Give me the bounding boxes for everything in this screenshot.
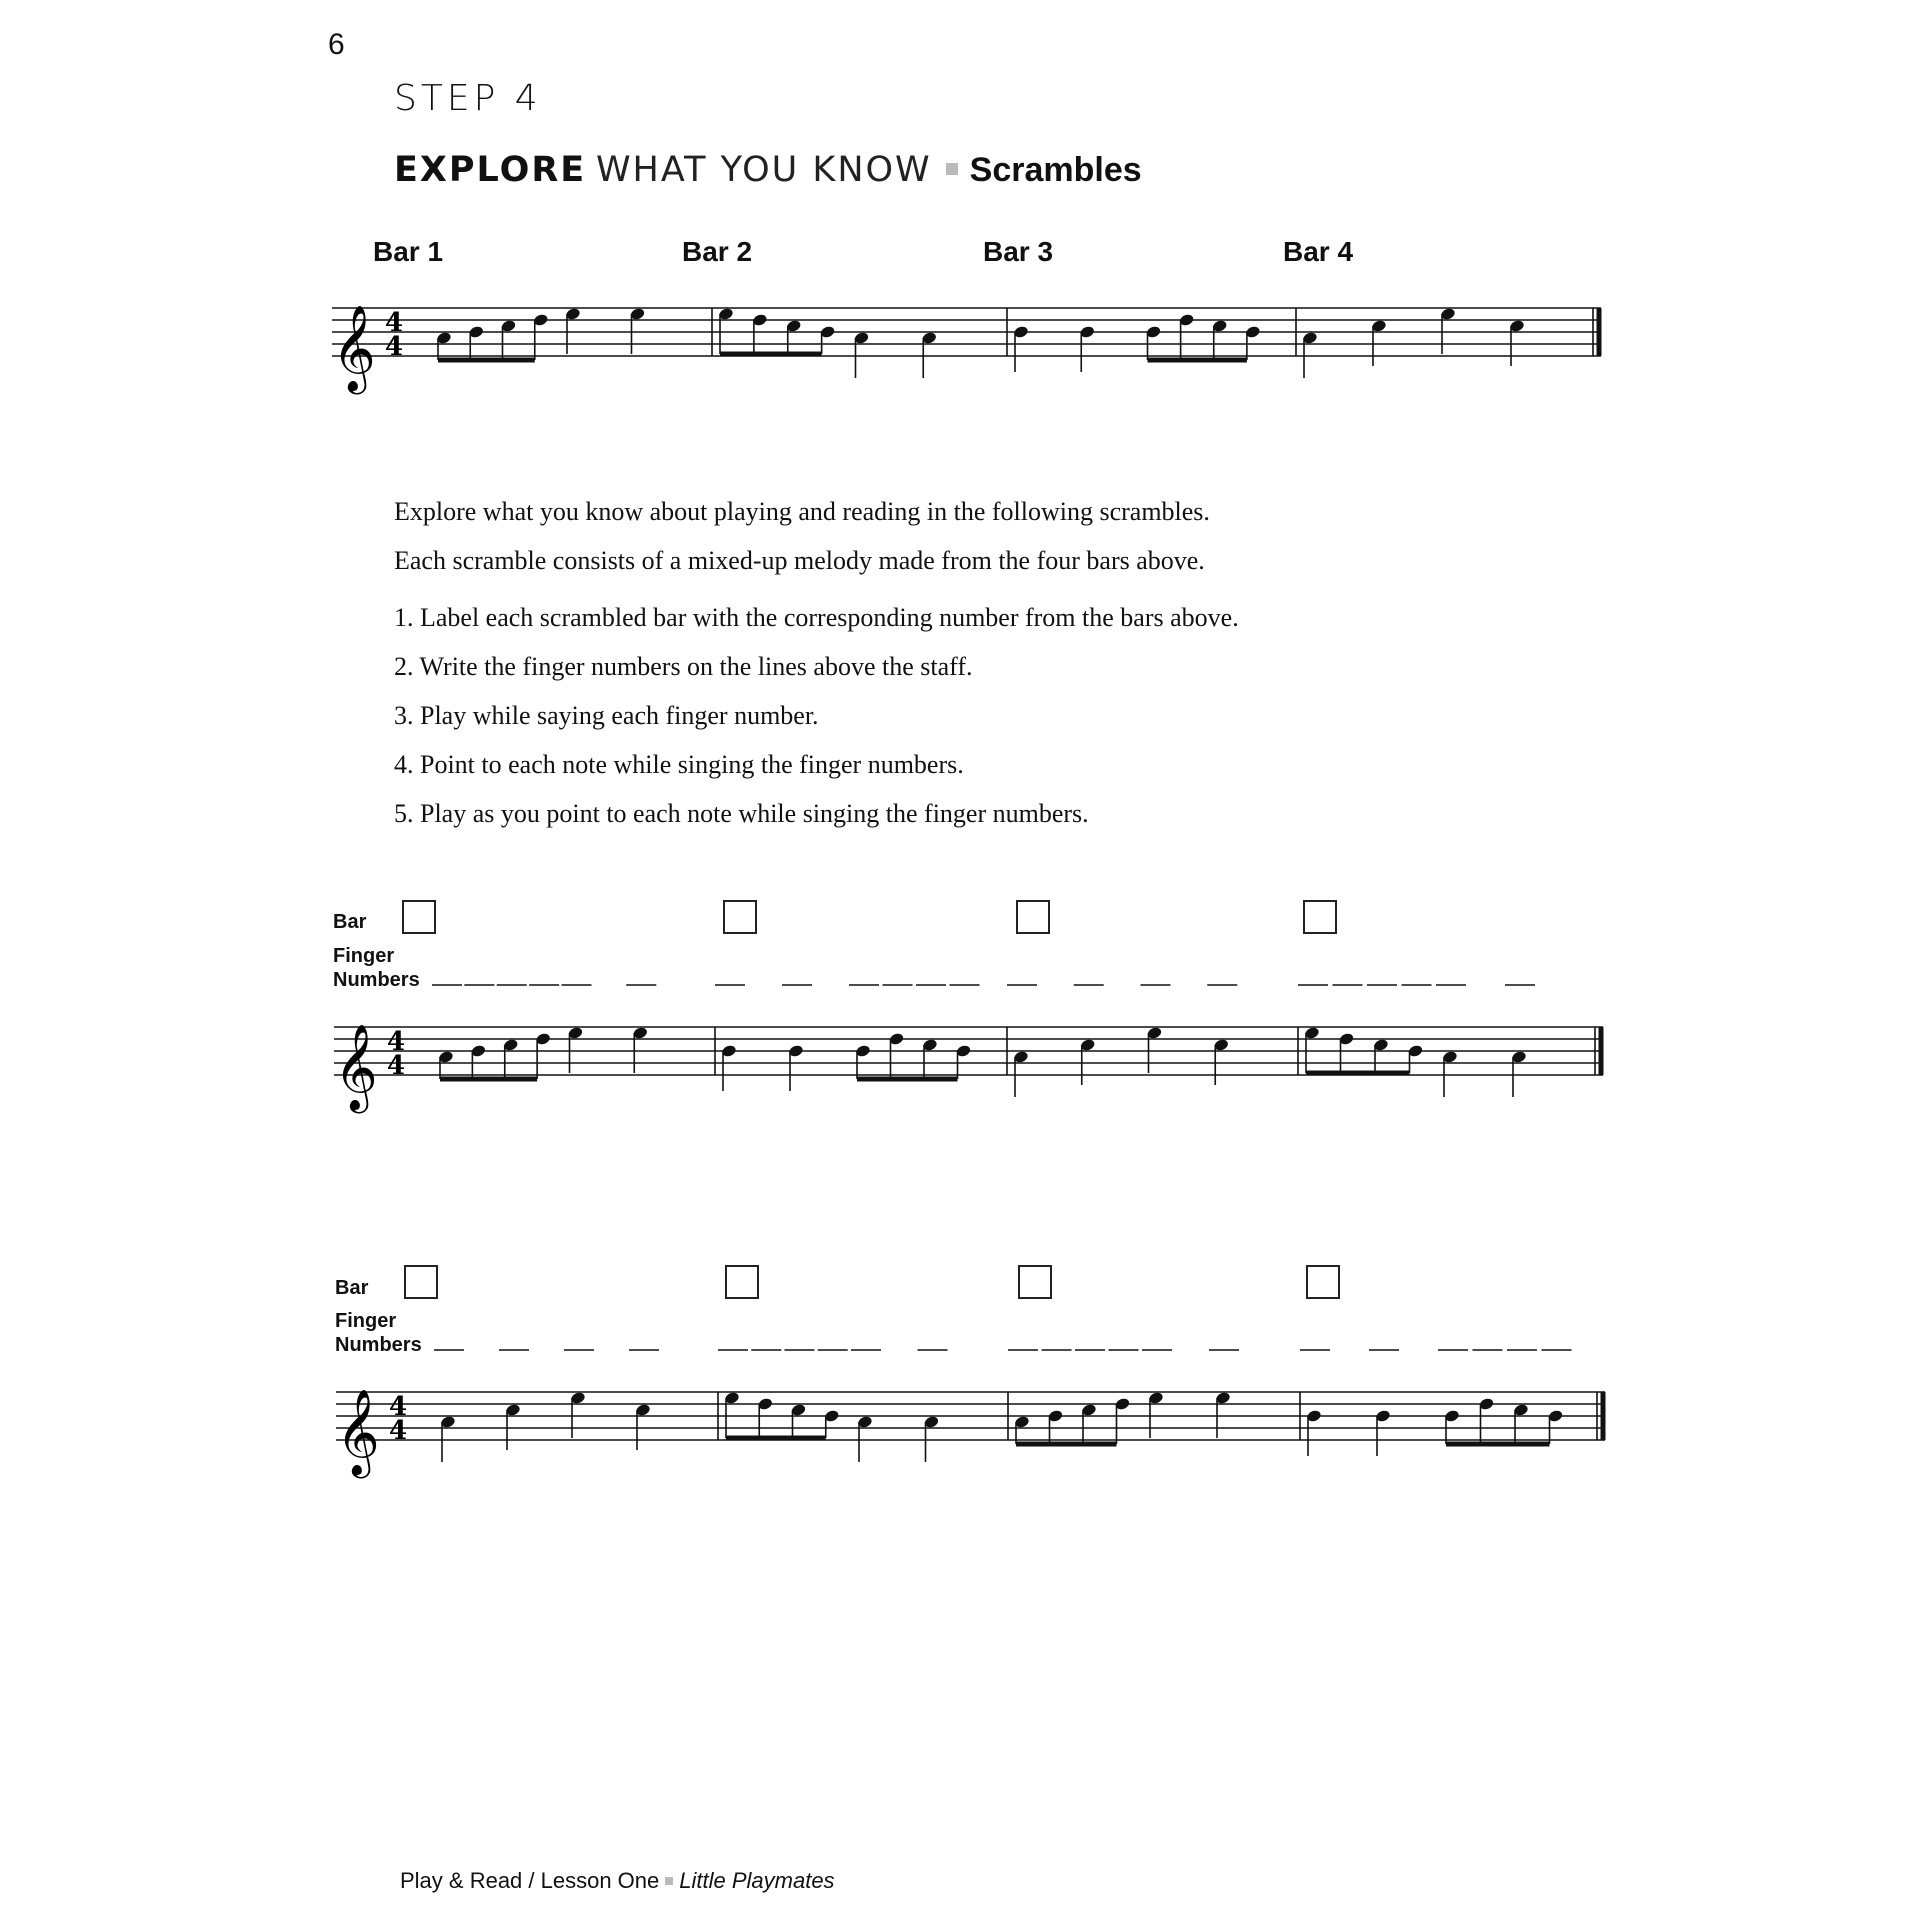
scramble-2-bar-box-4[interactable]	[1306, 1265, 1340, 1299]
treble-clef-icon: 𝄞	[336, 1389, 380, 1475]
scramble-2-bar-box-2[interactable]	[725, 1265, 759, 1299]
scramble-1-bar-box-1[interactable]	[402, 900, 436, 934]
page-footer	[400, 1868, 835, 1894]
bar-label-2: Bar 2	[682, 236, 753, 267]
treble-clef-icon: 𝄞	[332, 305, 376, 391]
finger-label-line-1: Finger	[335, 1310, 397, 1332]
bar-label-3: Bar 3	[983, 236, 1054, 267]
heading-what-you-know: WHAT YOU KNOW	[595, 150, 932, 190]
scramble-2-bar-box-1[interactable]	[404, 1265, 438, 1299]
footer-separator	[665, 1877, 673, 1885]
time-signature-bottom: 4	[384, 332, 404, 362]
bar-label-4: Bar 4	[1283, 236, 1354, 267]
scramble-1-bar-box-2[interactable]	[723, 900, 757, 934]
instruction-5: 5. Play as you point to each note while singing the finger numbers.	[394, 799, 1089, 828]
heading-explore: EXPLORE	[394, 150, 587, 190]
scramble-2-bar-label: Bar	[335, 1277, 369, 1299]
finger-label-line-1: Finger	[333, 945, 395, 967]
intro-line-1: Explore what you know about playing and reading in the following scrambles.	[394, 497, 1210, 526]
staff-scramble-2	[0, 1335, 1920, 1485]
time-signature-top: 4	[386, 1027, 406, 1057]
time-signature-bottom: 4	[388, 1416, 408, 1446]
staff-scramble-1	[0, 970, 1920, 1120]
time-signature-top: 4	[388, 1392, 408, 1422]
instruction-2: 2. Write the finger numbers on the lines above the staff.	[394, 652, 973, 681]
scramble-2-bar-box-3[interactable]	[1018, 1265, 1052, 1299]
page-number: 6	[328, 28, 345, 61]
instruction-1: 1. Label each scrambled bar with the corresponding number from the bars above.	[394, 603, 1239, 632]
heading-topic: Scrambles	[969, 151, 1142, 189]
bar-label-1: Bar 1	[373, 236, 444, 267]
scramble-1-bar-box-3[interactable]	[1016, 900, 1050, 934]
finger-label-line-2: Numbers	[333, 969, 420, 991]
instruction-4: 4. Point to each note while singing the finger numbers.	[394, 750, 964, 779]
staff-reference	[0, 268, 1920, 408]
section-heading	[394, 150, 1142, 190]
heading-separator	[946, 163, 958, 175]
step-label: STEP 4	[394, 78, 542, 119]
intro-line-2: Each scramble consists of a mixed-up melody made from the four bars above.	[394, 546, 1205, 575]
scramble-1-bar-label: Bar	[333, 911, 367, 933]
instruction-3: 3. Play while saying each finger number.	[394, 701, 819, 730]
time-signature-bottom: 4	[386, 1051, 406, 1081]
scramble-1-bar-box-4[interactable]	[1303, 900, 1337, 934]
time-signature-top: 4	[384, 308, 404, 338]
footer-series: Play & Read / Lesson One	[400, 1868, 660, 1893]
finger-label-line-2: Numbers	[335, 1334, 422, 1356]
footer-title: Little Playmates	[679, 1868, 835, 1893]
treble-clef-icon: 𝄞	[334, 1024, 378, 1110]
